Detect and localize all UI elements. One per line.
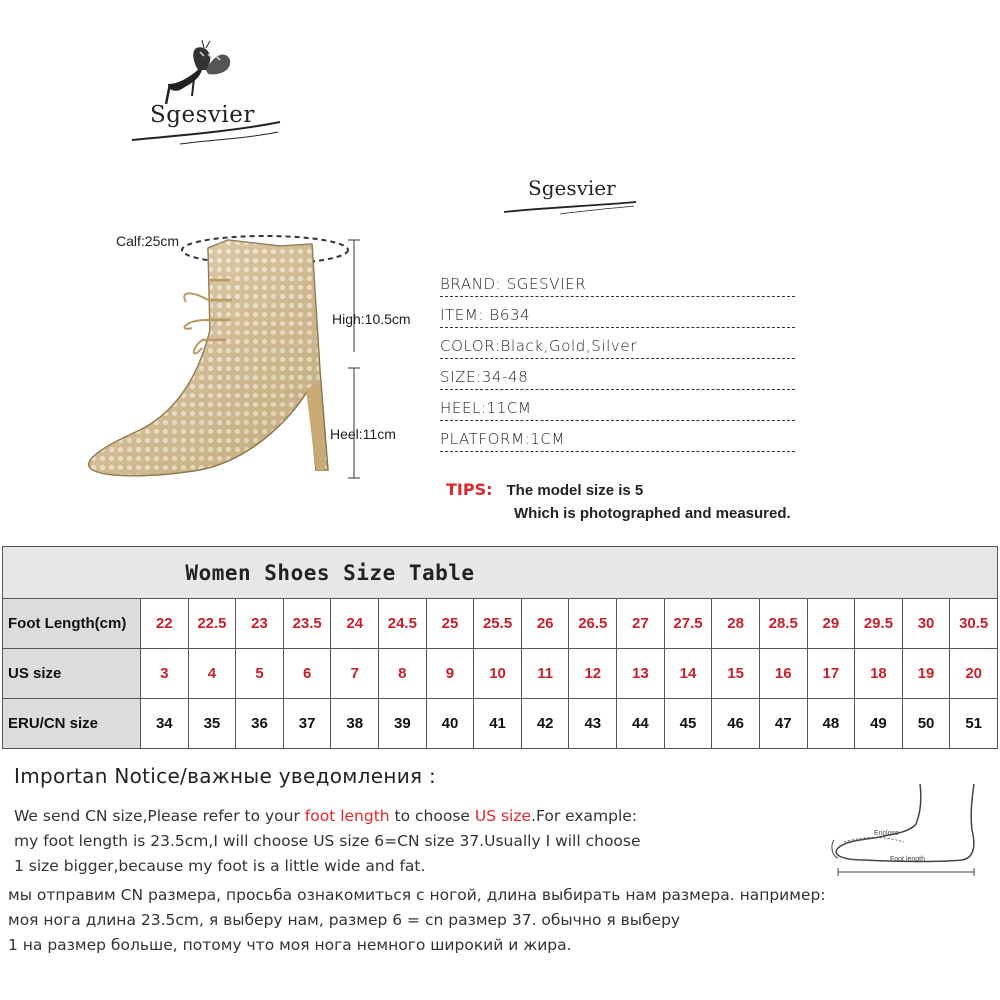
notice-en-line-2: my foot length is 23.5cm,I will choose US size 6=CN size 37.Usually I will choose	[14, 832, 641, 850]
table-cell: 20	[950, 649, 998, 699]
table-cell: 12	[569, 649, 617, 699]
table-cell: 50	[902, 699, 950, 749]
tips-label: TIPS:	[446, 480, 493, 499]
foot-length-row	[3, 599, 998, 649]
table-cell: 26	[521, 599, 569, 649]
table-cell: 47	[759, 699, 807, 749]
table-cell: 30	[902, 599, 950, 649]
brand-logo	[120, 40, 290, 160]
notice-russian	[8, 883, 968, 958]
table-cell: 23.5	[283, 599, 331, 649]
table-cell: 34	[141, 699, 189, 749]
row-header: ERU/CN size	[3, 699, 141, 749]
brand-logo-text: Sgesvier	[150, 102, 255, 128]
table-cell: 48	[807, 699, 855, 749]
row-header: US size	[3, 649, 141, 699]
spec-item: ITEM: B634	[440, 297, 795, 328]
spec-platform: PLATFORM:1CM	[440, 421, 795, 452]
notice-title: Importan Notice/важные уведомления :	[14, 764, 437, 788]
table-cell: 51	[950, 699, 998, 749]
notice-english: We send CN size,Please refer to your foot length to choose US size.For example: my foot length is 23.5cm,I will choose US size 6=CN size 37.Usually I will choose 1 size bigger,because my foot is a little wide and fat.	[14, 804, 754, 879]
table-cell: 7	[331, 649, 379, 699]
notice-en-line-3: 1 size bigger,because my foot is a little wide and fat.	[14, 857, 426, 875]
table-cell: 28	[712, 599, 760, 649]
table-cell: 37	[283, 699, 331, 749]
table-cell: 25	[426, 599, 474, 649]
table-cell: 30.5	[950, 599, 998, 649]
table-cell: 40	[426, 699, 474, 749]
table-cell: 18	[855, 649, 903, 699]
spec-list	[440, 266, 795, 452]
table-cell: 13	[617, 649, 665, 699]
table-cell: 44	[617, 699, 665, 749]
enclose-label: Enclose	[874, 830, 899, 837]
table-cell: 42	[521, 699, 569, 749]
table-cell: 39	[379, 699, 427, 749]
table-cell: 46	[712, 699, 760, 749]
table-cell: 25.5	[474, 599, 522, 649]
table-cell: 10	[474, 649, 522, 699]
table-cell: 22	[141, 599, 189, 649]
spec-size: SIZE:34-48	[440, 359, 795, 390]
table-cell: 24.5	[379, 599, 427, 649]
size-table-title: Women Shoes Size Table	[3, 547, 998, 599]
us-size-row	[3, 649, 998, 699]
table-cell: 38	[331, 699, 379, 749]
notice-ru-line-1: мы отправим CN размера, просьба ознакомиться с ногой, длина выбирать нам размера. например:	[8, 886, 826, 904]
table-cell: 14	[664, 649, 712, 699]
notice-ru-line-2: моя нога длина 23.5cm, я выберу нам, размер 6 = cn размер 37. обычно я выберу	[8, 911, 681, 929]
row-header: Foot Length(cm)	[3, 599, 141, 649]
tips-line-1: The model size is 5	[506, 482, 644, 499]
calf-measurement: Calf:25cm	[116, 233, 180, 249]
highlight-foot-length: foot length	[304, 807, 390, 825]
height-measurement: High:10.5cm	[332, 311, 411, 327]
table-cell: 27.5	[664, 599, 712, 649]
table-cell: 9	[426, 649, 474, 699]
table-cell: 6	[283, 649, 331, 699]
table-cell: 5	[236, 649, 284, 699]
table-cell: 26.5	[569, 599, 617, 649]
table-cell: 17	[807, 649, 855, 699]
eu-cn-size-row	[3, 699, 998, 749]
table-cell: 29.5	[855, 599, 903, 649]
spec-color: COLOR:Black,Gold,Silver	[440, 328, 795, 359]
foot-diagram	[824, 780, 994, 880]
spec-brand: BRAND: SGESVIER	[440, 266, 795, 297]
heel-measurement: Heel:11cm	[330, 426, 396, 442]
table-cell: 29	[807, 599, 855, 649]
tips	[446, 480, 791, 522]
table-cell: 35	[188, 699, 236, 749]
foot-length-label: Foot length	[890, 856, 926, 863]
notice-ru-line-3: 1 на размер больше, потому что моя нога немного широкий и жира.	[8, 936, 572, 954]
tips-line-2: Which is photographed and measured.	[514, 505, 791, 522]
table-cell: 3	[141, 649, 189, 699]
table-cell: 19	[902, 649, 950, 699]
table-cell: 43	[569, 699, 617, 749]
table-cell: 49	[855, 699, 903, 749]
table-cell: 11	[521, 649, 569, 699]
table-cell: 15	[712, 649, 760, 699]
brand-logo-small	[500, 170, 640, 220]
table-cell: 24	[331, 599, 379, 649]
table-cell: 16	[759, 649, 807, 699]
spec-heel: HEEL:11CM	[440, 390, 795, 421]
table-cell: 22.5	[188, 599, 236, 649]
butterfly-heel-icon	[120, 40, 290, 160]
size-table	[2, 546, 998, 749]
table-cell: 23	[236, 599, 284, 649]
table-cell: 36	[236, 699, 284, 749]
table-cell: 45	[664, 699, 712, 749]
table-cell: 41	[474, 699, 522, 749]
brand-logo-small-text: Sgesvier	[528, 176, 616, 200]
highlight-us-size: US size	[474, 807, 532, 825]
gold-ankle-boot-icon	[80, 220, 440, 500]
product-image	[80, 220, 440, 500]
table-cell: 27	[617, 599, 665, 649]
table-cell: 28.5	[759, 599, 807, 649]
table-cell: 8	[379, 649, 427, 699]
foot-outline-icon	[824, 780, 994, 880]
table-cell: 4	[188, 649, 236, 699]
